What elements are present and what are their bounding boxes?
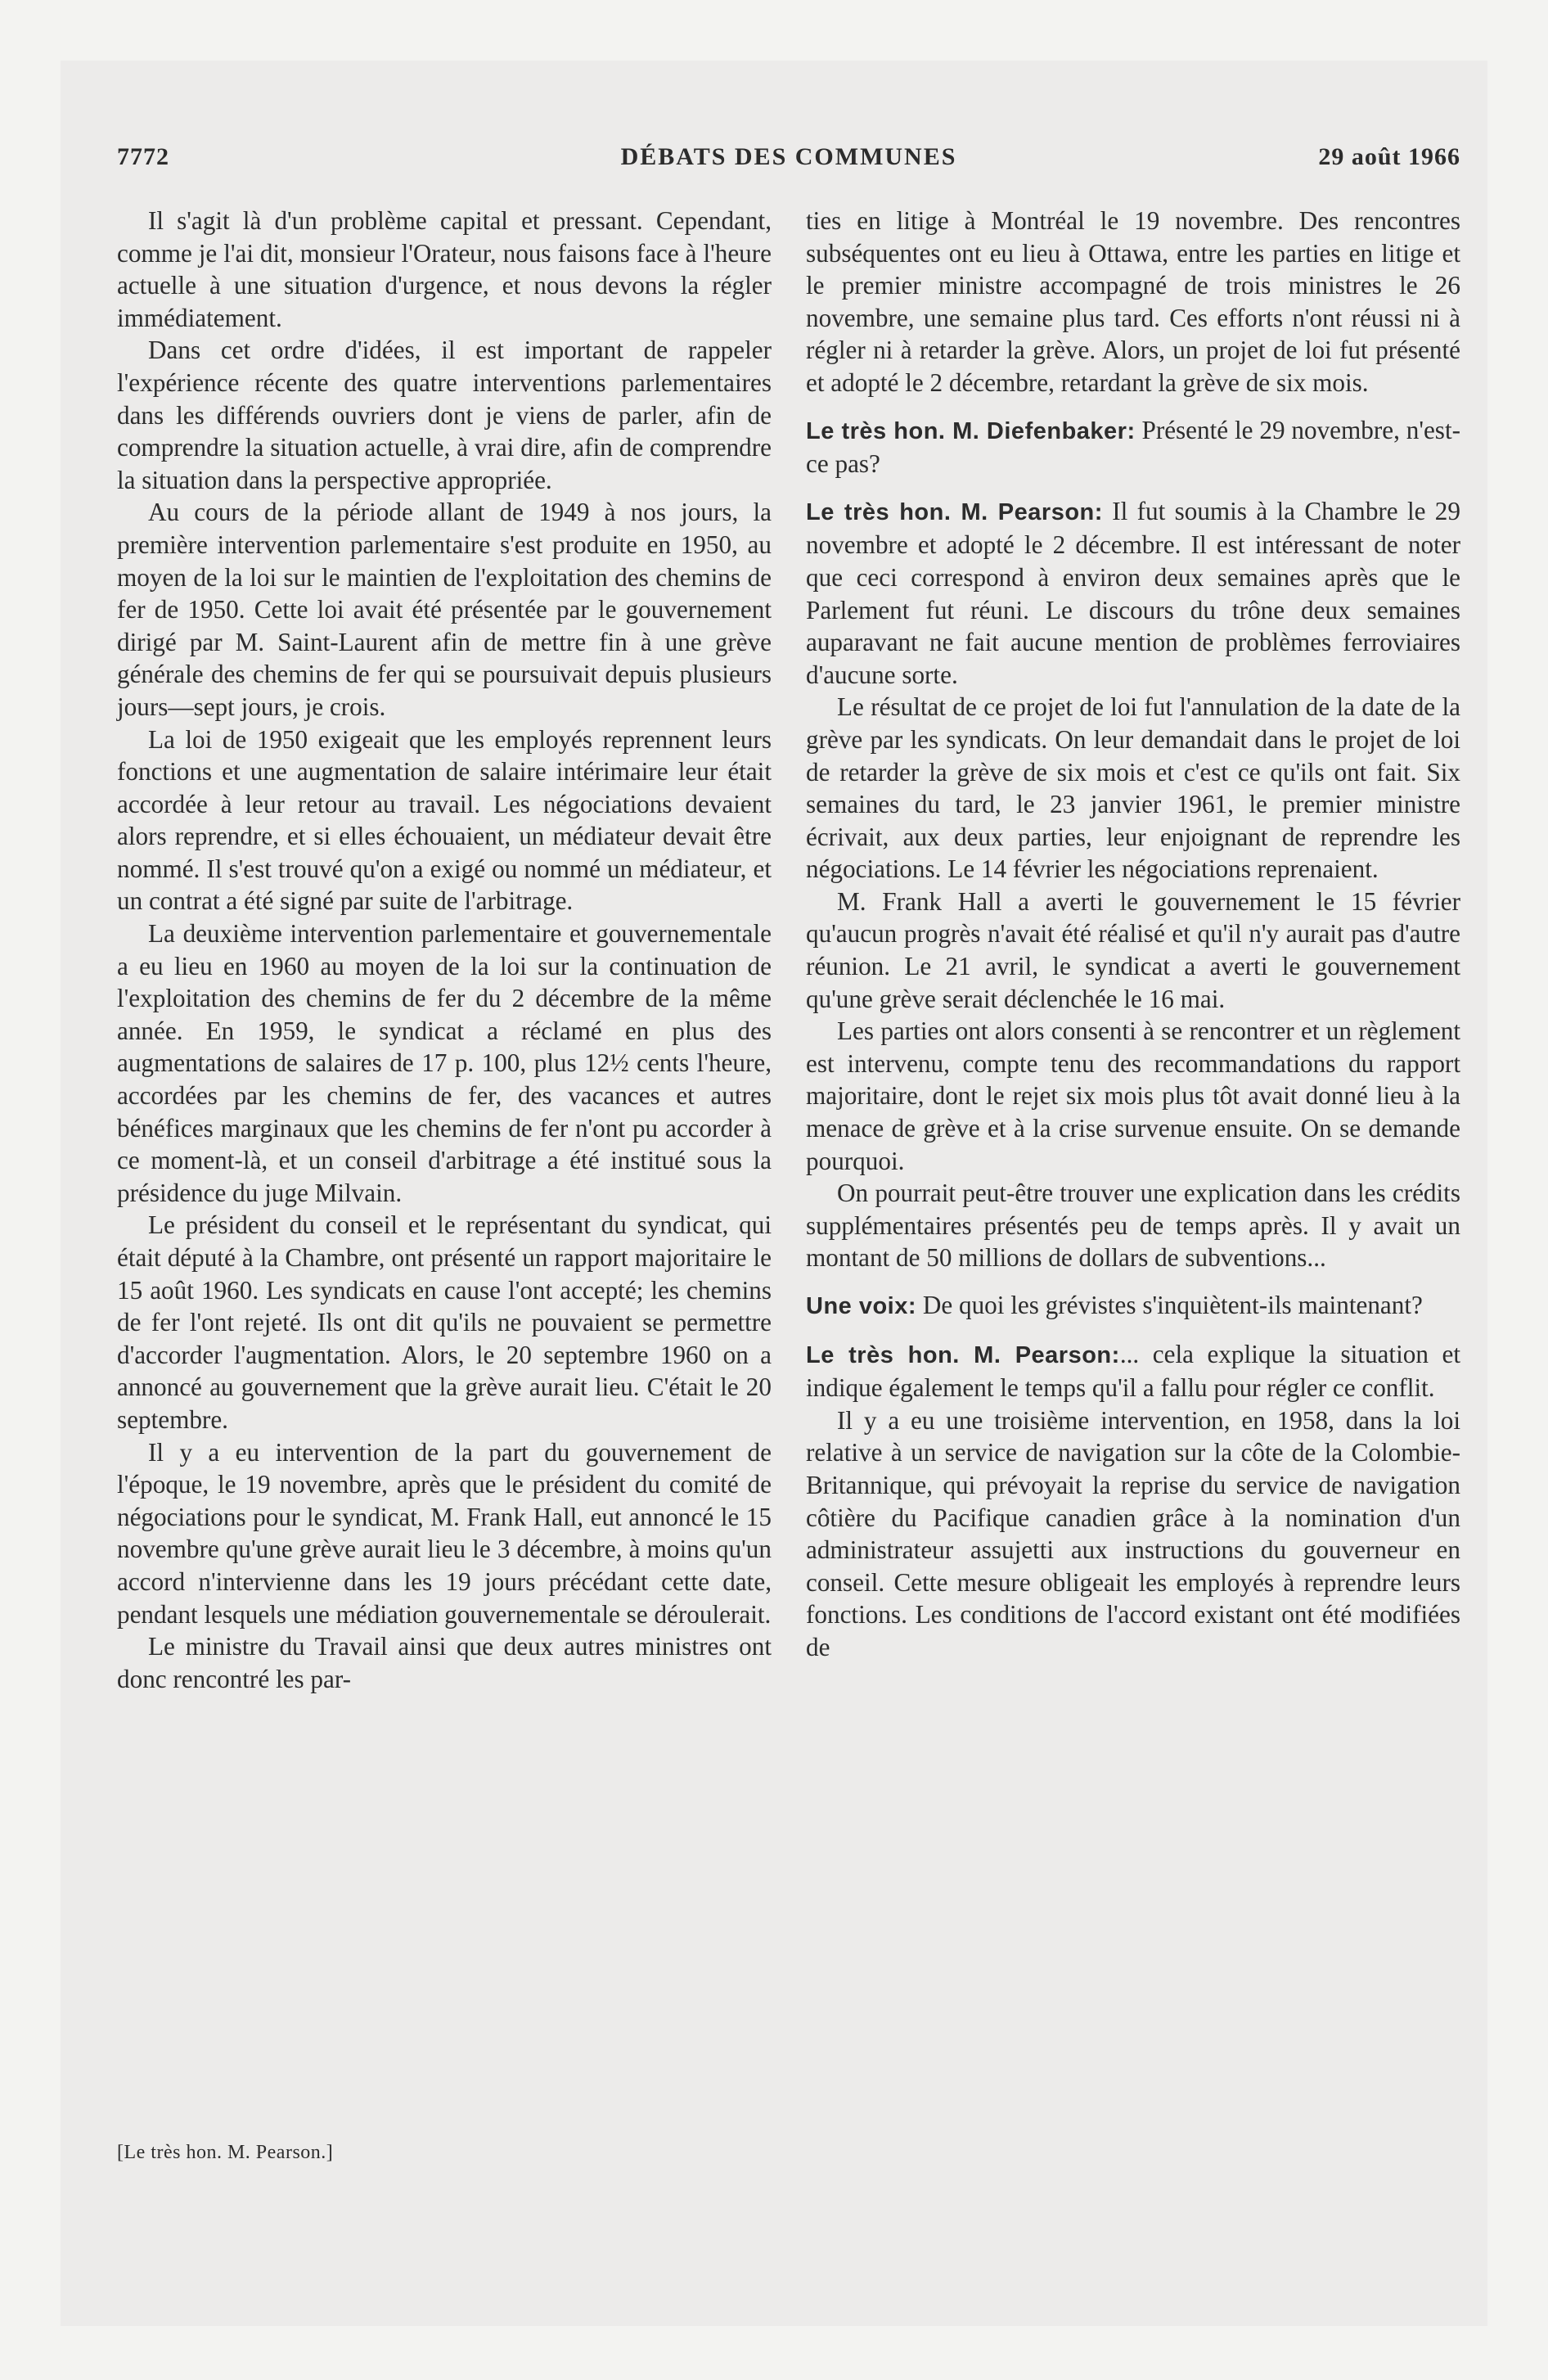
speaker-paragraph <box>806 495 1460 692</box>
page-header <box>117 143 1460 176</box>
paragraph: La loi de 1950 exigeait que les employés reprennent leurs fonctions et une augmentation de salaire intérimaire leur était accordée à leur retour au travail. Les négociations devaient alors reprendre, et si elles échouaient, un médiateur devait être nommé. Il s'est trouvé qu'on a exigé ou nommé un médiateur, et un contrat a été signé par suite de l'arbitrage. <box>117 724 772 916</box>
paragraph: La deuxième intervention parlementaire et gouvernementale a eu lieu en 1960 au moyen de la loi sur la continuation de l'exploitation des chemins de fer du 2 décembre de la même année. En 1959, le syndicat a réclamé en plus des augmentations de salaires de 17 p. 100, plus 12½ cents l'heure, accordées par les chemins de fer, des vacances et autres bénéfices marginaux que les chemins de fer n'ont pu accorder à ce moment-là, et un conseil d'arbitrage a été institué sous la présidence du juge Milvain. <box>117 919 772 1207</box>
speaker-name: Le très hon. M. Diefenbaker: <box>806 417 1136 444</box>
speaker-paragraph <box>806 1338 1460 1404</box>
speaker-name: Une voix: <box>806 1293 917 1319</box>
speaker-name: Le très hon. M. Pearson: <box>806 498 1103 525</box>
speaker-paragraph <box>806 414 1460 480</box>
paragraph: Au cours de la période allant de 1949 à nos jours, la première intervention parlementaire s'est produite en 1950, au moyen de la loi sur le maintien de l'exploitation des chemins de fer de 1950. Cette loi avait été présentée par le gouvernement dirigé par M. Saint-Laurent afin de mettre fin à une grève générale des chemins de fer qui se poursuivait depuis plusieurs jours—sept jours, je crois. <box>117 498 772 721</box>
speaker-paragraph <box>806 1289 1460 1323</box>
paragraph: On pourrait peut-être trouver une explication dans les crédits supplémentaires présentés peu de temps après. Il y avait un montant de 50 millions de dollars de subventions... <box>806 1179 1460 1273</box>
left-column <box>117 205 772 1695</box>
paragraph: Le président du conseil et le représentant du syndicat, qui était député à la Chambre, ont présenté un rapport majoritaire le 15 août 1960. Les syndicats en cause l'ont accepté; les chemins de fer l'ont rejeté. Ils ont dit qu'ils ne pouvaient se permettre d'accorder l'augmentation. Alors, le 20 septembre 1960 on a annoncé au gouvernement que la grève aurait lieu. C'était le 20 septembre. <box>117 1210 772 1434</box>
paragraph: Dans cet ordre d'idées, il est important de rappeler l'expérience récente des quatre interventions parlementaires dans les différends ouvriers dont je viens de parler, afin de comprendre la situation actuelle, à vrai dire, afin de comprendre la situation dans la perspective appropriée. <box>117 336 772 494</box>
paragraph: Il s'agit là d'un problème capital et pressant. Cependant, comme je l'ai dit, monsieur l'Orateur, nous faisons face à l'heure actuelle à une situation d'urgence, et nous devons la régler immédiatement. <box>117 206 772 332</box>
paragraph: Il y a eu intervention de la part du gouvernement de l'époque, le 19 novembre, après que le président du comité de négociations pour le syndicat, M. Frank Hall, eut annoncé le 15 novembre qu'une grève aurait lieu le 3 décembre, à moins qu'un accord n'intervienne dans les 19 jours précédant cette date, pendant lesquels une médiation gouvernementale se déroulerait. <box>117 1437 772 1629</box>
page-date: 29 août 1966 <box>1318 143 1460 170</box>
speech-text: ... cela explique la situation et indique également le temps qu'il a fallu pour régler ce conflit. <box>806 1339 1460 1403</box>
speech-text: De quoi les grévistes s'inquiètent-ils maintenant? <box>916 1291 1423 1319</box>
page-number: 7772 <box>117 143 169 170</box>
paragraph: Le résultat de ce projet de loi fut l'annulation de la date de la grève par les syndicats. On leur demandait dans le projet de loi de retarder la grève de six mois et c'est ce qu'ils ont fait. Six semaines du tard, le 23 janvier 1961, le premier ministre écrivait, aux deux parties, leur enjoignant de reprendre les négociations. Le 14 février les négociations reprenaient. <box>806 692 1460 884</box>
paragraph: M. Frank Hall a averti le gouvernement le 15 février qu'aucun progrès n'avait été réalisé et qu'il n'y aurait pas d'autre réunion. Le 21 avril, le syndicat a averti le gouvernement qu'une grève serait déclenchée le 16 mai. <box>806 886 1460 1013</box>
page-footer: [Le très hon. M. Pearson.] <box>117 2142 334 2163</box>
right-column <box>806 205 1460 1664</box>
paragraph: Le ministre du Travail ainsi que deux autres ministres ont donc rencontré les par- <box>117 1632 772 1693</box>
paragraph: Il y a eu une troisième intervention, en 1958, dans la loi relative à un service de navigation sur la côte de la Colombie-Britannique, qui prévoyait la reprise du service de navigation côtière du Pacifique canadien grâce à la nomination d'un administrateur assujetti aux instructions du gouverneur en conseil. Cette mesure obligeait les employés à reprendre leurs fonctions. Les conditions de l'accord existant ont été modifiées de <box>806 1405 1460 1661</box>
page-title: DÉBATS DES COMMUNES <box>620 143 957 170</box>
speech-text: Il fut soumis à la Chambre le 29 novembre et adopté le 2 décembre. Il est intéressant de noter que ceci correspond à environ deux semaines après que le Parlement fut réuni. Le discours du trône deux semaines auparavant ne fait aucune mention de problèmes ferroviaires d'aucune sorte. <box>806 496 1460 689</box>
paragraph: Les parties ont alors consenti à se rencontrer et un règlement est intervenu, compte tenu des recommandations du rapport majoritaire, dont le rejet six mois plus tôt avait donné lieu à la menace de grève et à la crise survenue ensuite. On se demande pourquoi. <box>806 1016 1460 1175</box>
paragraph-continued: ties en litige à Montréal le 19 novembre. Des rencontres subséquentes ont eu lieu à Ottawa, entre les parties en litige et le premier ministre accompagné de trois ministres le 26 novembre, une semaine plus tard. Ces efforts n'ont réussi ni à régler ni à retarder la grève. Alors, un projet de loi fut présenté et adopté le 2 décembre, retardant la grève de six mois. <box>806 206 1460 397</box>
speech-text: Présenté le 29 novembre, n'est-ce pas? <box>806 415 1460 479</box>
speaker-name: Le très hon. M. Pearson: <box>806 1341 1120 1368</box>
